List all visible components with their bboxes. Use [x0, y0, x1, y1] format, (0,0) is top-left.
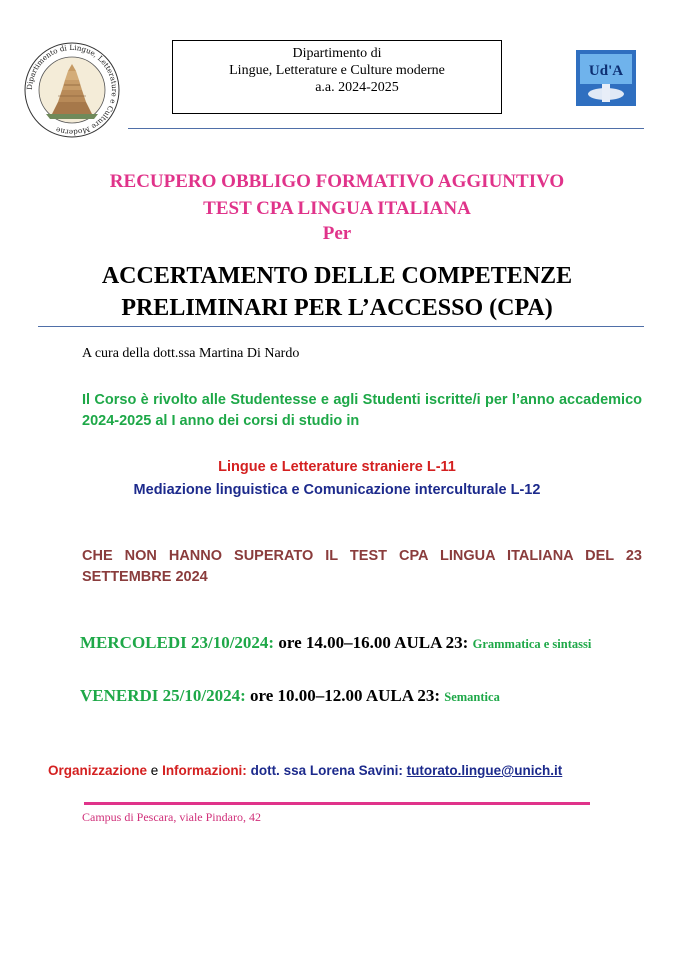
seal-ring-text: Dipartimento di Lingue, Letterature e Culture Moderne	[24, 42, 120, 138]
title-recupero: RECUPERO OBBLIGO FORMATIVO AGGIUNTIVO	[109, 171, 565, 192]
course-l11: Lingue e Letterature straniere L-11	[218, 459, 456, 475]
condition-paragraph: CHE NON HANNO SUPERATO IL TEST CPA LINGUA ITALIANA DEL 23 SETTEMBRE 2024	[82, 548, 642, 585]
organization-info	[48, 763, 562, 778]
academic-year: a.a. 2024-2025	[315, 80, 399, 95]
header-divider	[128, 128, 644, 129]
organization-label: Organizzazione	[48, 763, 148, 778]
schedule-row-2	[80, 686, 500, 706]
university-logo-text: Ud'A	[588, 63, 624, 79]
contact-email-link[interactable]: tutorato.lingue@unich.it	[406, 763, 563, 778]
department-name-line2: Lingue, Letterature e Culture moderne	[229, 63, 445, 78]
footer-divider	[84, 802, 590, 805]
schedule-day: MERCOLEDI 23/10/2024:	[80, 633, 275, 652]
schedule-topic: Grammatica e sintassi	[472, 637, 592, 651]
title-per: Per	[322, 223, 352, 244]
organization-connector: e	[150, 763, 159, 778]
department-header-box	[172, 40, 502, 114]
schedule-topic: Semantica	[444, 690, 500, 704]
information-label: Informazioni:	[162, 763, 247, 778]
schedule-day: VENERDI 25/10/2024:	[80, 686, 246, 705]
main-title-line1: ACCERTAMENTO DELLE COMPETENZE	[101, 263, 573, 289]
department-name-line1: Dipartimento di	[292, 46, 382, 61]
university-logo	[576, 50, 636, 106]
title-test-cpa: TEST CPA LINGUA ITALIANA	[203, 198, 471, 219]
main-title-line2: PRELIMINARI PER L’ACCESSO (CPA)	[121, 295, 553, 321]
department-seal-logo	[22, 40, 122, 140]
intro-paragraph: Il Corso è rivolto alle Studentesse e agli Studenti iscritte/i per l’anno accademico 2024-2025 al I anno dei corsi di studio in	[82, 392, 642, 429]
title-divider	[38, 326, 644, 327]
schedule-time: ore 10.00–12.00 AULA 23:	[250, 686, 441, 705]
contact-name: dott. ssa Lorena Savini:	[250, 763, 403, 778]
byline: A cura della dott.ssa Martina Di Nardo	[82, 346, 300, 361]
campus-address: Campus di Pescara, viale Pindaro, 42	[82, 810, 261, 824]
schedule-row-1	[80, 633, 591, 653]
schedule-time: ore 14.00–16.00 AULA 23:	[278, 633, 469, 652]
course-l12: Mediazione linguistica e Comunicazione interculturale L-12	[133, 482, 541, 498]
